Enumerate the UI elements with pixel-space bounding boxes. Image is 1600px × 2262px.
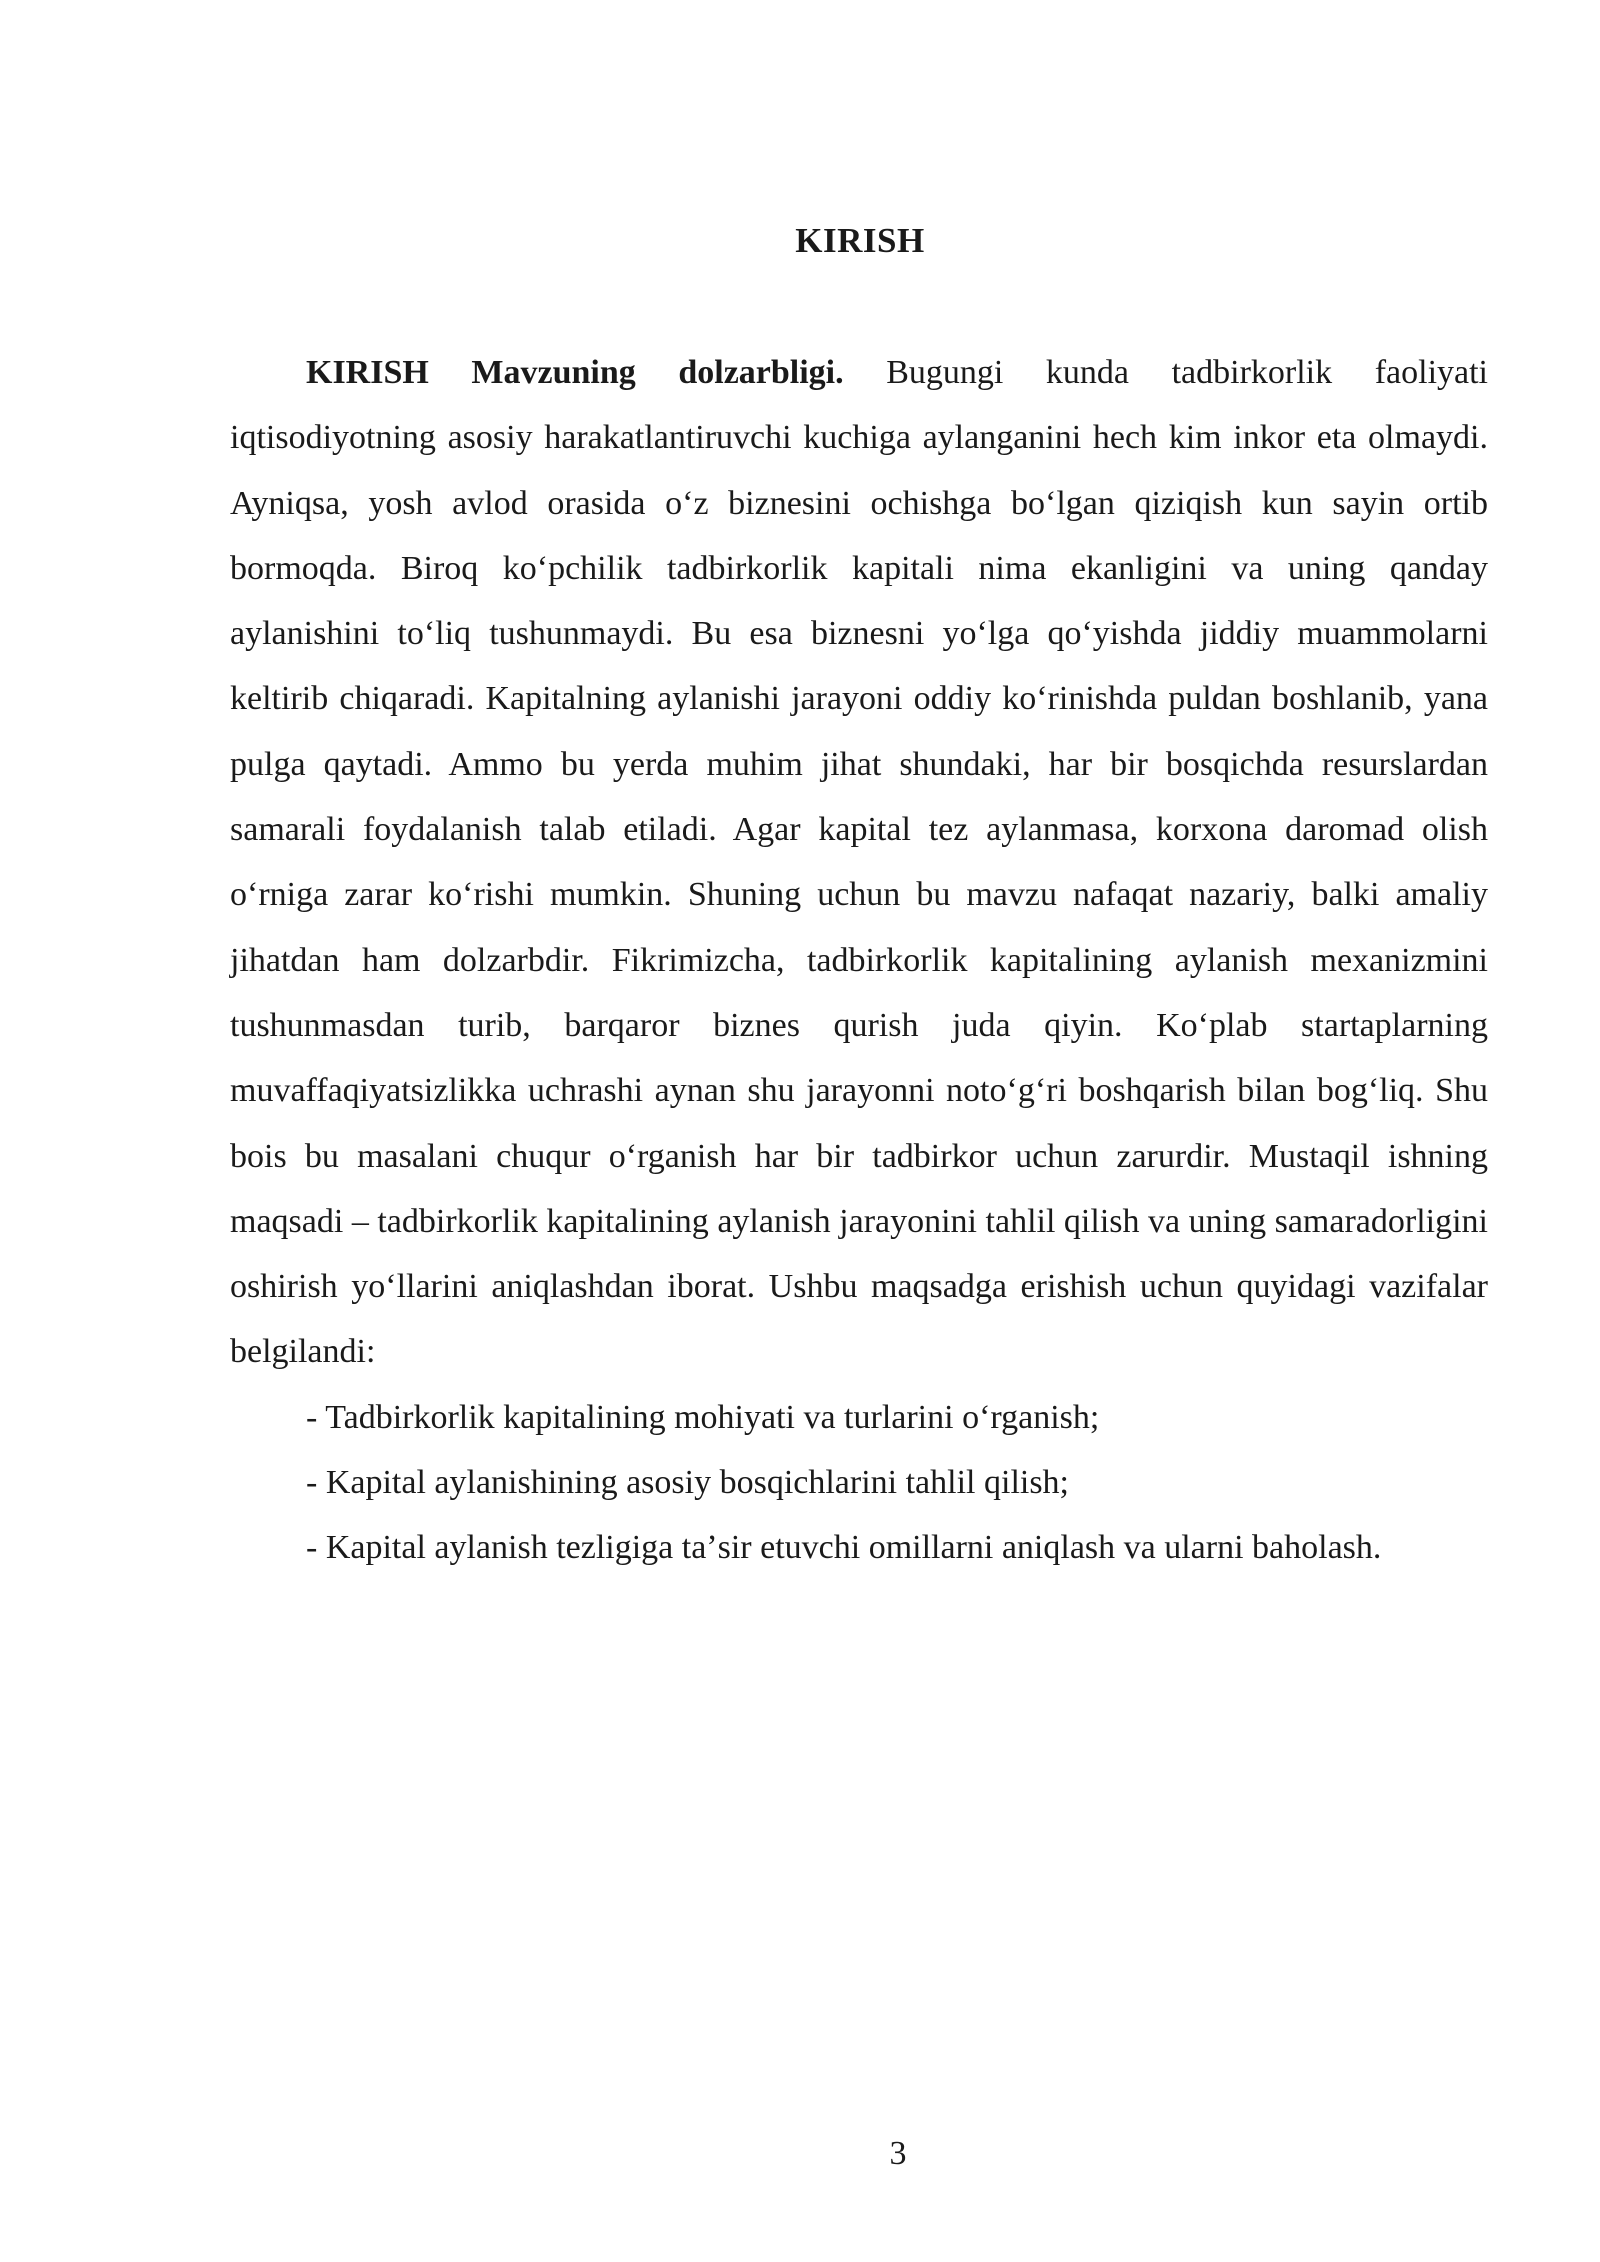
document-body [230,340,1488,1581]
page-number: 3 [889,2135,907,2172]
intro-body: Bugungi kunda tadbirkorlik faoliyati iqtisodiyotning asosiy harakatlantiruvchi kuchiga aylanganini hech kim inkor eta olmaydi. Ayniqsa, yosh avlod orasida oʻz biznesini ochishga boʻlgan qiziqish kun sayin ortib bormoqda. Biroq koʻpchilik tadbirkorlik kapitali nima ekanligini va uning qanday aylanishini toʻliq tushunmaydi. Bu esa biznesni yoʻlga qoʻyishda jiddiy muammolarni keltirib chiqaradi. Kapitalning aylanishi jarayoni oddiy koʻrinishda puldan boshlanib, yana pulga qaytadi. Ammo bu yerda muhim jihat shundaki, har bir bosqichda resurslardan samarali foydalanish talab etiladi. Agar kapital tez aylanmasa, korxona daromad olish oʻrniga zarar koʻrishi mumkin. Shuning uchun bu mavzu nafaqat nazariy, balki amaliy jihatdan ham dolzarbdir. Fikrimizcha, tadbirkorlik kapitalining aylanish mexanizmini tushunmasdan turib, barqaror biznes qurish juda qiyin. Koʻplab startaplarning muvaffaqiyatsizlikka uchrashi aynan shu jarayonni notoʻgʻri boshqarish bilan bogʻliq. Shu bois bu masalani chuqur oʻrganish har bir tadbirkor uchun zarurdir. Mustaqil ishning maqsadi – tadbirkorlik kapitalining aylanish jarayonini tahlil qilish va uning samaradorligini oshirish yoʻllarini aniqlashdan iborat. Ushbu maqsadga erishish uchun quyidagi vazifalar belgilandi: [230,354,1488,1371]
section-heading: KIRISH [795,221,925,260]
task-item: - Kapital aylanishining asosiy bosqichlarini tahlil qilish; [306,1464,1070,1502]
task-item: - Tadbirkorlik kapitalining mohiyati va turlarini oʻrganish; [306,1398,1100,1436]
task-item: - Kapital aylanish tezligiga taʼsir etuvchi omillarni aniqlash va ularni baholash. [306,1529,1382,1567]
intro-paragraph [230,340,1488,1385]
intro-lead: KIRISH Mavzuning dolzarbligi. [306,354,844,391]
